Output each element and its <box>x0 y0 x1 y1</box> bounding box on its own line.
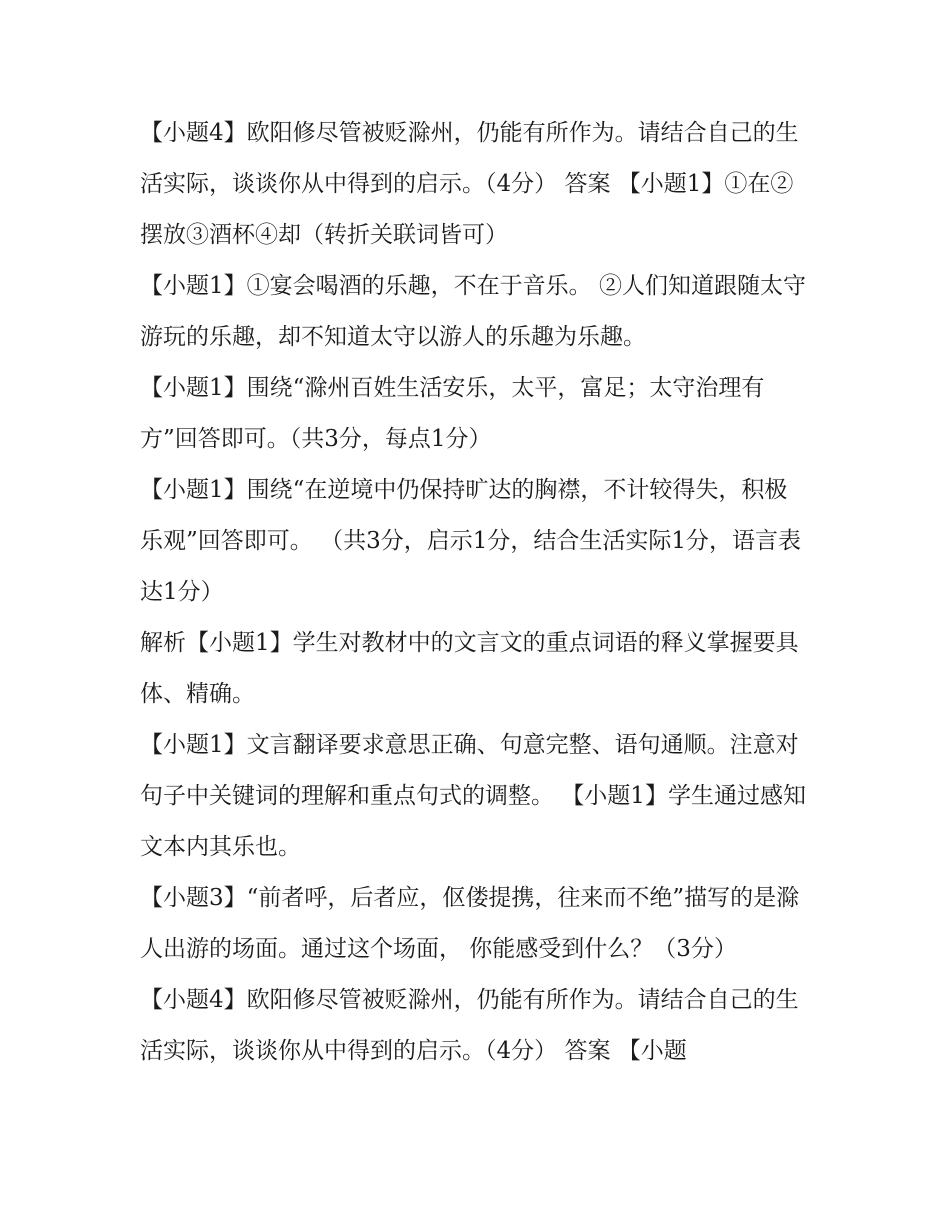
paragraph-analysis-words: 解析【小题1】学生对教材中的文言文的重点词语的释义掌握要具体、精确。 <box>140 630 799 707</box>
paragraph-question-4: 【小题4】欧阳修尽管被贬滁州，仍能有所作为。请结合自己的生活实际，谈谈你从中得到的启示。（4分） 答案 【小题1】①在②摆放③酒杯④却（转折关联词皆可） <box>140 120 799 248</box>
document-page <box>140 108 810 1077</box>
paragraph-question-3: 【小题3】“前者呼，后者应，伛偻提携，往来而不绝”描写的是滁人出游的场面。通过这个场面， 你能感受到什么？（3分） <box>140 885 800 962</box>
paragraph-question-4-repeat: 【小题4】欧阳修尽管被贬滁州，仍能有所作为。请结合自己的生活实际，谈谈你从中得到的启示。（4分） 答案 【小题 <box>140 987 799 1064</box>
paragraph-answer-scene: 【小题1】围绕“滁州百姓生活安乐，太平，富足；太守治理有方”回答即可。（共3分，每点1分） <box>140 375 765 452</box>
paragraph-analysis-translation: 【小题1】文言翻译要求意思正确、句意完整、语句通顺。注意对句子中关键词的理解和重点句式的调整。 【小题1】学生通过感知文本内其乐也。 <box>140 732 806 860</box>
paragraph-answer-translation: 【小题1】①宴会喝酒的乐趣，不在于音乐。 ②人们知道跟随太守游玩的乐趣，却不知道太守以游人的乐趣为乐趣。 <box>140 273 806 350</box>
paragraph-answer-inspiration: 【小题1】围绕“在逆境中仍保持旷达的胸襟，不计较得失，积极乐观”回答即可。 （共3分，启示1分，结合生活实际1分，语言表达1分） <box>140 477 801 605</box>
